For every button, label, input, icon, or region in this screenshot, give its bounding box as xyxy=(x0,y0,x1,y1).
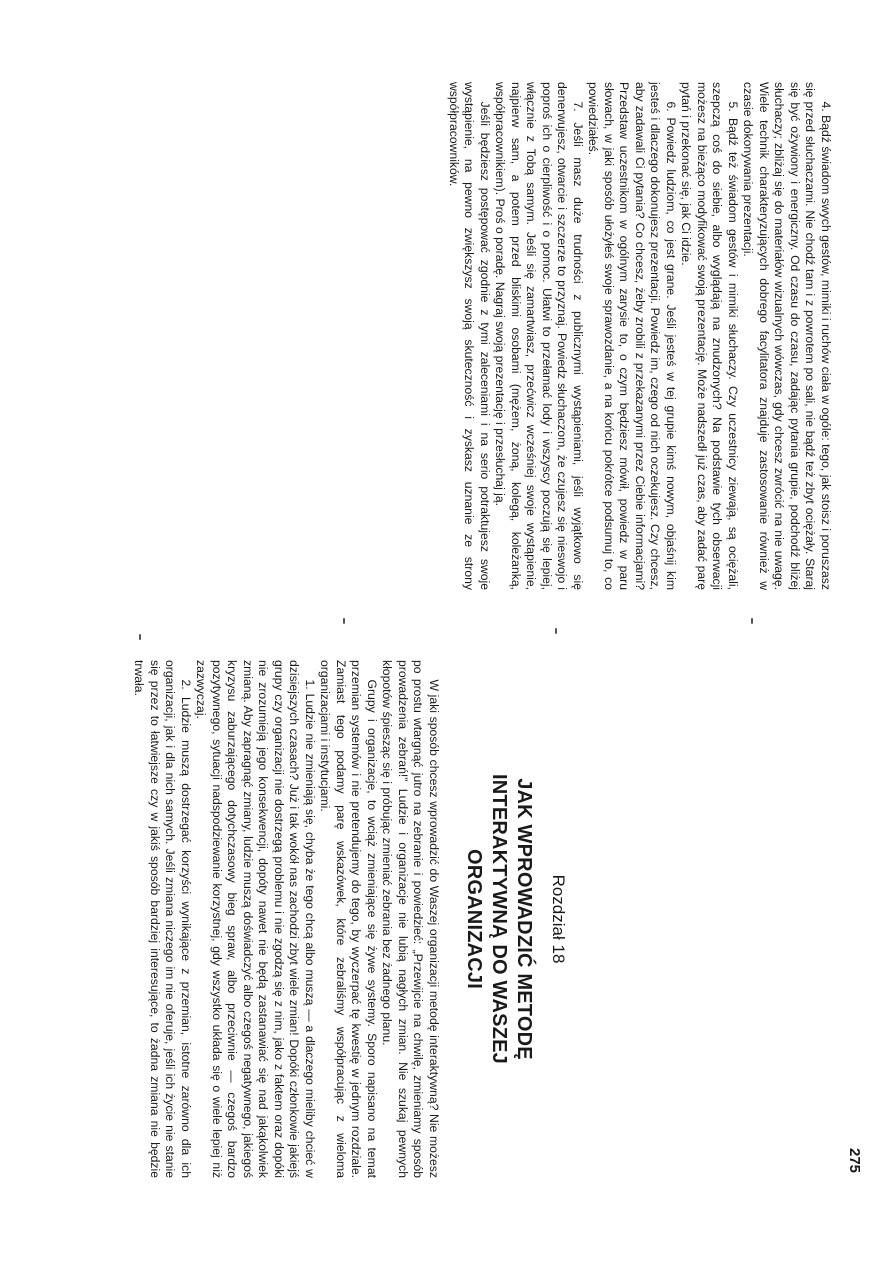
paragraph: 5. Bądź też świadom gestów i mimiki słuchaczy. Czy uczestnicy ziewają, są ociężali, szepczą coś do siebie, albo wyglądają na znudzonych? Na podstawie tych obserwacji możesz na bieżąco modyfikować swoją prezentację. Może nadszedł już czas, aby zadać parę pytań i przekonać się, jak Ci idzie. xyxy=(679,82,740,590)
paragraph: 4. Bądź świadom swych gestów, mimiki i ruchów ciała w ogóle: tego, jak stoisz i poruszasz się przed słuchaczami. Nie chodź tam i z powrotem po sali, nie bądź też zbyt ociężały. Staraj się być ożywiony i energiczny. Od czasu do czasu, zadając pytania grupie, podchodź bliżej słuchaczy; zbliżaj się do materiałów wizualnych wówczas, gdy chcesz zwrócić na nie uwagę. Wiele technik charakteryzujących dobrego facylitatora znajduje zastosowanie również w czasie dokonywania prezentacji. xyxy=(741,82,833,590)
chapter-title xyxy=(461,660,536,1178)
paragraph: Jeśli będziesz postępować zgodnie z tymi zaleceniami i na serio potraktujesz swoje wystąpienie, na pewno zwiększysz swoją skuteczność i zyskasz uznanie ze strony współpracowników. xyxy=(447,82,492,590)
paragraph: Grupy i organizacje, to wciąż zmieniające się żywe systemy. Sporo napisano na temat przemian systemów i nie pretendujemy do tego, by wyczerpać tę kwestię w jednym rozdziale. Zamiast tego podamy parę wskazówek, które zebraliśmy współpracując z wieloma organizacjami i instytucjami. xyxy=(318,660,379,1178)
paragraph: 6. Powiedz ludziom, co jest grane. Jeśli jesteś w tej grupie kimś nowym, objaśnij kim jesteś i dlaczego dokonujesz prezentacji. Powiedz im, czego od nich oczekujesz. Czy chcesz, aby zadawali Ci pytania? Co chcesz, żeby zrobili z przekazanymi przez Ciebie informacjami? Przedstaw uczestnikom w ogólnym zarysie to, o czym będziesz mówił, powiedz w paru słowach, w jaki sposób ułożyłeś swoje sprawozdanie, a na końcu pokrótce podsumuj to, co powiedziałeś. xyxy=(586,82,678,590)
paragraph: 1. Ludzie nie zmieniają się, chyba że tego chcą albo muszą — a dlaczego mieliby chcieć w dzisiejszych czasach? Już i tak wokół nas zachodzi zbyt wiele zmian! Dopóki członkowie jakiejś grupy czy organizacji nie dostrzegą problemu i nie zgodzą się z nim, jako z faktem oraz dopóki nie zrozumieją jego konsekwencji, dopóty nawet nie będą zastanawiać się nad jakąkolwiek zmianą. Aby zapragnąć zmiany, ludzie muszą doświadczyć albo czegoś negatywnego, jakiegoś kryzysu zaburzającego dotychczasowy bieg spraw, albo przeciwnie — czegoś bardzo pozytywnego, sytuacji nadspodziewanie korzystnej, gdy wszystko układa się o wiele lepiej niż zazwyczaj. xyxy=(194,660,317,1178)
chapter-title-line: INTERAKTYWNĄ DO WASZEJ xyxy=(488,774,510,1064)
chapter-title-line: JAK WPROWADZIĆ METODĘ xyxy=(513,778,535,1060)
chapter-title-line: ORGANIZACJI xyxy=(463,849,485,989)
paragraph: 2. Ludzie muszą dostrzegać korzyści wynikające z przemian, istotne zarówno dla ich organizacji, jak i dla nich samych. Jeśli zmiana niczego im nie oferuje, jeśli ich życie nie stanie się przez to łatwiejsze czy w jakiś sposób bardziej interesujące, to żadna zmiana nie będzie trwała. xyxy=(132,660,193,1178)
bottom-text-column xyxy=(131,660,568,1178)
paragraph: 7. Jeśli masz duże trudności z publicznymi wystąpieniami, jeśli wyjątkowo się denerwujesz, otwarcie i szczerze to przyznaj. Powiedz słuchaczom, że czujesz się nieswojo i poproś ich o cierpliwość i o pomoc. Ułatwi to przełamać lody i wszyscy poczują się lepiej, włącznie z Tobą samym. Jeśli się zamartwiasz, przećwicz wcześniej swoje wystąpienie, najpierw sam, a potem przed bliskimi osobami (mężem, żoną, kolegą, koleżanką, współpracownikiem). Proś o poradę. Nagraj swoją prezentację i przesłuchaj ją. xyxy=(493,82,585,590)
page-number: 275 xyxy=(846,1148,863,1174)
top-text-column xyxy=(446,82,834,590)
paragraph: W jaki sposób chcesz wprowadzić do Waszej organizacji metodę interaktywną? Nie możesz po prostu wtargnąć jutro na zebranie i powiedzieć: „Przewijcie na chwilę, zmieniamy sposób prowadzenia zebrań!” Ludzie i organizacje nie lubią nagłych zmian. Nie szukaj pewnych kłopotów śpiesząc się i próbując zmieniać zebrania bez żadnego planu. xyxy=(380,660,441,1178)
chapter-label: Rozdział 18 xyxy=(549,874,568,964)
